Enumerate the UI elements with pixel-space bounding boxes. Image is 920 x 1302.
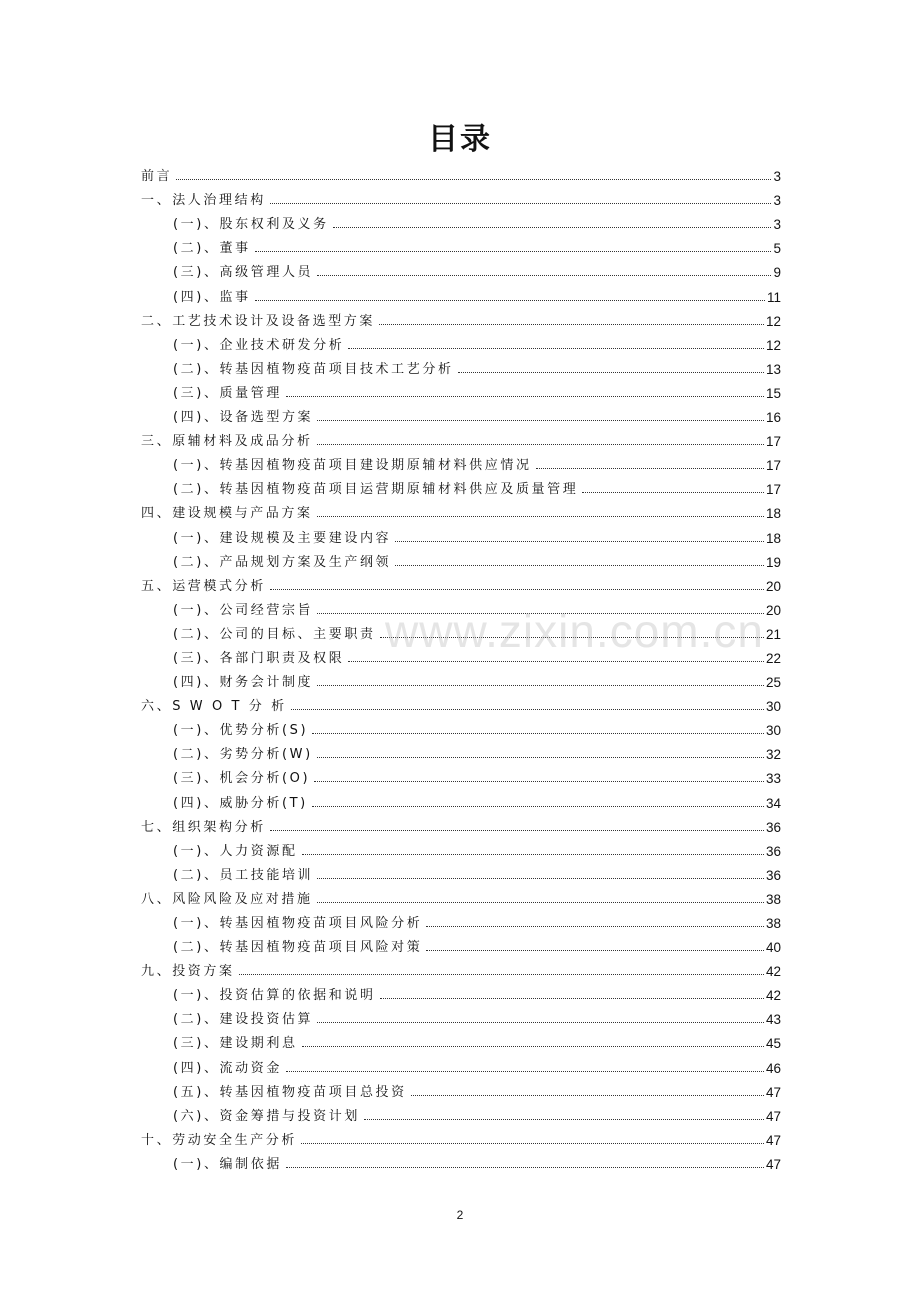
toc-entry[interactable] [141, 353, 781, 377]
toc-entry[interactable] [141, 714, 781, 738]
toc-dot-leader [395, 565, 764, 566]
toc-dot-leader [270, 589, 764, 590]
toc-entry-label: (三)、建设期利息 [173, 1036, 298, 1052]
toc-entry-page: 3 [773, 193, 781, 209]
toc-entry-page: 18 [765, 530, 781, 546]
toc-dot-leader [286, 1167, 764, 1168]
toc-dot-leader [239, 974, 764, 975]
toc-dot-leader [395, 541, 764, 542]
toc-dot-leader [380, 637, 764, 638]
toc-dot-leader [302, 854, 764, 855]
toc-dot-leader [255, 300, 765, 301]
toc-entry-page: 3 [773, 169, 781, 185]
toc-entry-page: 30 [765, 699, 781, 715]
toc-entry-page: 25 [765, 675, 781, 691]
toc-entry[interactable] [141, 859, 781, 883]
toc-dot-leader [364, 1119, 764, 1120]
toc-entry-label: 十、劳动安全生产分析 [141, 1132, 298, 1148]
toc-entry-label: (四)、威胁分析(T) [173, 795, 308, 811]
toc-dot-leader [317, 275, 771, 276]
toc-entry[interactable] [141, 883, 781, 907]
toc-entry-page: 19 [765, 554, 781, 570]
toc-entry[interactable] [141, 931, 781, 955]
toc-entry[interactable] [141, 160, 781, 184]
toc-entry-label: (一)、公司经营宗旨 [173, 602, 314, 618]
toc-entry-label: (一)、转基因植物疫苗项目建设期原辅材料供应情况 [173, 458, 532, 474]
toc-dot-leader [317, 613, 764, 614]
toc-entry-label: (一)、企业技术研发分析 [173, 337, 345, 353]
toc-dot-leader [286, 1071, 764, 1072]
toc-entry-page: 38 [765, 916, 781, 931]
toc-dot-leader [536, 468, 764, 469]
toc-entry-page: 13 [765, 361, 781, 377]
toc-entry-label: (一)、人力资源配 [173, 843, 298, 859]
toc-entry[interactable] [141, 594, 781, 618]
toc-entry-page: 46 [765, 1060, 781, 1076]
toc-dot-leader [255, 251, 772, 252]
toc-entry-page: 18 [765, 506, 781, 522]
toc-entry[interactable] [141, 955, 781, 979]
toc-entry-page: 32 [765, 747, 781, 763]
toc-dot-leader [379, 324, 764, 325]
toc-entry[interactable] [141, 497, 781, 521]
toc-entry-page: 20 [765, 602, 781, 618]
toc-entry[interactable] [141, 377, 781, 401]
toc-dot-leader [333, 227, 772, 228]
page-number: 2 [456, 1208, 464, 1222]
toc-entry-page: 9 [773, 265, 781, 281]
toc-entry-page: 40 [765, 940, 781, 956]
toc-entry-label: (一)、投资估算的依据和说明 [173, 988, 376, 1004]
toc-entry[interactable] [141, 786, 781, 810]
toc-dot-leader [458, 372, 764, 373]
toc-entry-label: 七、组织架构分析 [141, 819, 266, 835]
toc-entry-page: 17 [765, 434, 781, 450]
toc-entry-page: 43 [765, 1012, 781, 1028]
toc-entry-label: 二、工艺技术设计及设备选型方案 [141, 313, 376, 329]
toc-entry[interactable] [141, 666, 781, 690]
toc-entry-page: 45 [765, 1036, 781, 1052]
toc-dot-leader [312, 806, 764, 807]
toc-entry-label: 八、风险风险及应对措施 [141, 891, 313, 907]
toc-entry-page: 22 [765, 650, 781, 666]
toc-entry[interactable] [141, 835, 781, 859]
toc-entry-label: (四)、财务会计制度 [173, 675, 314, 691]
toc-entry[interactable] [141, 473, 781, 497]
toc-entry-page: 47 [765, 1084, 781, 1100]
toc-dot-leader [286, 396, 764, 397]
toc-dot-leader [270, 203, 772, 204]
toc-entry-label: 一、法人治理结构 [141, 193, 266, 209]
toc-entry-page: 42 [765, 988, 781, 1004]
toc-entry-label: (六)、资金筹措与投资计划 [173, 1108, 360, 1124]
toc-dot-leader [302, 1046, 764, 1047]
toc-dot-leader [317, 1022, 764, 1023]
toc-entry-page: 36 [765, 867, 781, 883]
toc-entry[interactable] [141, 1124, 781, 1148]
watermark: www.zixin.com.cn [385, 605, 764, 657]
toc-dot-leader [426, 926, 764, 927]
toc-entry-label: 九、投资方案 [141, 964, 235, 980]
toc-entry[interactable] [141, 811, 781, 835]
toc-entry-label: (二)、转基因植物疫苗项目风险对策 [173, 940, 423, 956]
toc-dot-leader [582, 492, 764, 493]
toc-entry[interactable] [141, 738, 781, 762]
toc-entry-page: 38 [765, 891, 781, 907]
toc-entry-label: 三、原辅材料及成品分析 [141, 434, 313, 450]
toc-entry-page: 17 [765, 482, 781, 498]
toc-entry-label: (四)、流动资金 [173, 1060, 282, 1076]
toc-entry-label: (二)、董事 [173, 241, 251, 257]
toc-entry[interactable] [141, 1027, 781, 1051]
toc-entry[interactable] [141, 232, 781, 256]
toc-entry-label: (二)、转基因植物疫苗项目运营期原辅材料供应及质量管理 [173, 482, 579, 498]
toc-dot-leader [314, 781, 764, 782]
toc-dot-leader [348, 661, 764, 662]
toc-entry-label: (三)、高级管理人员 [173, 265, 314, 281]
toc-entry[interactable] [141, 280, 781, 304]
toc-entry-page: 16 [765, 410, 781, 426]
toc-entry-page: 5 [773, 241, 781, 257]
toc-entry[interactable] [141, 1100, 781, 1124]
toc-entry-label: 六、S W O T 分 析 [141, 699, 287, 715]
toc-entry-label: (三)、机会分析(O) [173, 771, 311, 787]
toc-entry-page: 34 [765, 795, 781, 811]
toc-entry-label: (二)、产品规划方案及生产纲领 [173, 554, 392, 570]
toc-entry-page: 42 [765, 964, 781, 980]
toc-entry-page: 47 [765, 1132, 781, 1148]
toc-dot-leader [270, 830, 764, 831]
toc-entry-label: (三)、各部门职责及权限 [173, 650, 345, 666]
toc-entry[interactable] [141, 1051, 781, 1075]
toc-entry-page: 33 [765, 771, 781, 787]
toc-entry[interactable] [141, 305, 781, 329]
toc-entry[interactable] [141, 1003, 781, 1027]
toc-entry[interactable] [141, 1076, 781, 1100]
toc-dot-leader [411, 1095, 764, 1096]
toc-entry-label: (一)、转基因植物疫苗项目风险分析 [173, 916, 423, 931]
toc-entry-label: (二)、公司的目标、主要职责 [173, 626, 376, 642]
toc-entry[interactable] [141, 979, 781, 1003]
toc-entry[interactable] [141, 546, 781, 570]
toc-title: 目录 [428, 122, 492, 157]
toc-entry-label: (三)、质量管理 [173, 385, 282, 401]
toc-entry[interactable] [141, 184, 781, 208]
toc-entry-label: 五、运营模式分析 [141, 578, 266, 594]
toc-entry-label: (一)、编制依据 [173, 1156, 282, 1172]
toc-entry-page: 20 [765, 578, 781, 594]
toc-entry-label: (一)、建设规模及主要建设内容 [173, 530, 392, 546]
toc-dot-leader [317, 757, 764, 758]
toc-entry-label: (二)、转基因植物疫苗项目技术工艺分析 [173, 361, 454, 377]
toc-entry-label: (一)、股东权利及义务 [173, 217, 329, 233]
toc-entry[interactable] [141, 208, 781, 232]
toc-dot-leader [301, 1143, 764, 1144]
toc-entry-label: (四)、设备选型方案 [173, 410, 314, 426]
toc-entry[interactable] [141, 329, 781, 353]
toc-entry-page: 47 [765, 1108, 781, 1124]
toc-entry-label: (四)、监事 [173, 289, 251, 305]
toc-entry-page: 15 [765, 385, 781, 401]
toc-entry-page: 12 [765, 337, 781, 353]
toc-entry-page: 30 [765, 723, 781, 739]
table-of-contents [141, 160, 781, 1172]
toc-entry[interactable] [141, 642, 781, 666]
toc-entry-page: 36 [765, 819, 781, 835]
toc-dot-leader [317, 516, 764, 517]
toc-dot-leader [380, 998, 764, 999]
toc-entry[interactable] [141, 449, 781, 473]
toc-entry[interactable] [141, 1148, 781, 1172]
toc-entry-page: 36 [765, 843, 781, 859]
toc-entry-label: (五)、转基因植物疫苗项目总投资 [173, 1084, 407, 1100]
toc-entry-label: (一)、优势分析(S) [173, 723, 309, 739]
toc-entry[interactable] [141, 570, 781, 594]
toc-dot-leader [317, 444, 764, 445]
toc-entry-label: 四、建设规模与产品方案 [141, 506, 313, 522]
toc-entry-label: (二)、员工技能培训 [173, 867, 314, 883]
toc-dot-leader [317, 878, 764, 879]
toc-entry[interactable] [141, 521, 781, 545]
toc-entry-label: (二)、建设投资估算 [173, 1012, 314, 1028]
toc-entry[interactable] [141, 762, 781, 786]
toc-entry-page: 12 [765, 313, 781, 329]
toc-entry[interactable] [141, 907, 781, 931]
toc-dot-leader [426, 950, 764, 951]
toc-dot-leader [291, 709, 764, 710]
toc-entry-page: 21 [765, 626, 781, 642]
toc-entry-label: 前言 [141, 169, 173, 185]
toc-entry-page: 47 [765, 1156, 781, 1172]
toc-entry-page: 3 [773, 217, 781, 233]
toc-entry[interactable] [141, 690, 781, 714]
toc-entry[interactable] [141, 256, 781, 280]
toc-dot-leader [317, 685, 764, 686]
toc-dot-leader [312, 733, 764, 734]
toc-dot-leader [348, 348, 764, 349]
toc-entry[interactable] [141, 401, 781, 425]
toc-entry-page: 11 [766, 289, 781, 305]
toc-entry-page: 17 [765, 458, 781, 474]
toc-dot-leader [176, 179, 771, 180]
toc-dot-leader [317, 902, 764, 903]
toc-dot-leader [317, 420, 764, 421]
toc-entry[interactable] [141, 425, 781, 449]
toc-entry-label: (二)、劣势分析(W) [173, 747, 313, 763]
toc-entry[interactable] [141, 618, 781, 642]
